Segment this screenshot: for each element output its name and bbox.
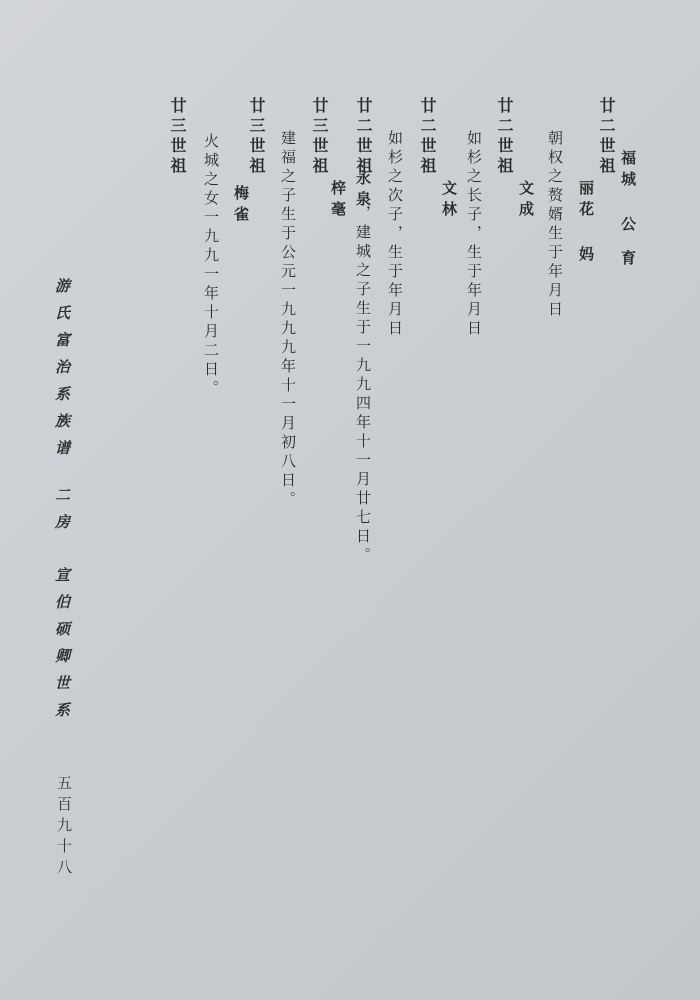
generation-label: 廿二世祖 [495,97,514,177]
entry-description: 如杉之次子，生于年月日 [386,130,404,339]
generation-label: 廿三世祖 [247,97,266,177]
branch-label: 二房 [53,487,71,541]
ancestor-name: 文成 [517,180,535,222]
ancestor-name: 梅雀 [232,185,250,227]
generation-label: 廿三世祖 [168,97,187,177]
book-title: 游氏富治系族谱 [53,278,71,467]
entry-description: 建福之子生于公元一九九九年十一月初八日。 [279,130,297,510]
lineage-label: 宣伯硕卿世系 [53,567,71,729]
ancestor-name: 永泉 [354,170,372,212]
entry-description: 朝权之赘婿生于年月日 [546,130,564,320]
entry-description: ，建城之子生于一九九四年十一月廿七日。 [354,205,372,566]
ancestor-name: 梓毫 [329,180,347,222]
generation-label: 廿二世祖 [418,97,437,177]
entry-description: 如杉之长子，生于年月日 [465,130,483,339]
entry-description: 火城之女一九九一年十月二日。 [202,133,220,399]
spouse-name: 丽花 妈 [577,180,595,267]
descendant-marker: 育 [619,250,637,271]
generation-label: 廿三世祖 [310,97,329,177]
page-number: 五百九十八 [55,775,73,880]
generation-label: 廿二世祖 [597,97,616,177]
ancestor-name: 文林 [440,180,458,222]
ancestor-name: 福城 公 [619,150,637,237]
generation-label: 廿二世祖 [354,97,373,177]
